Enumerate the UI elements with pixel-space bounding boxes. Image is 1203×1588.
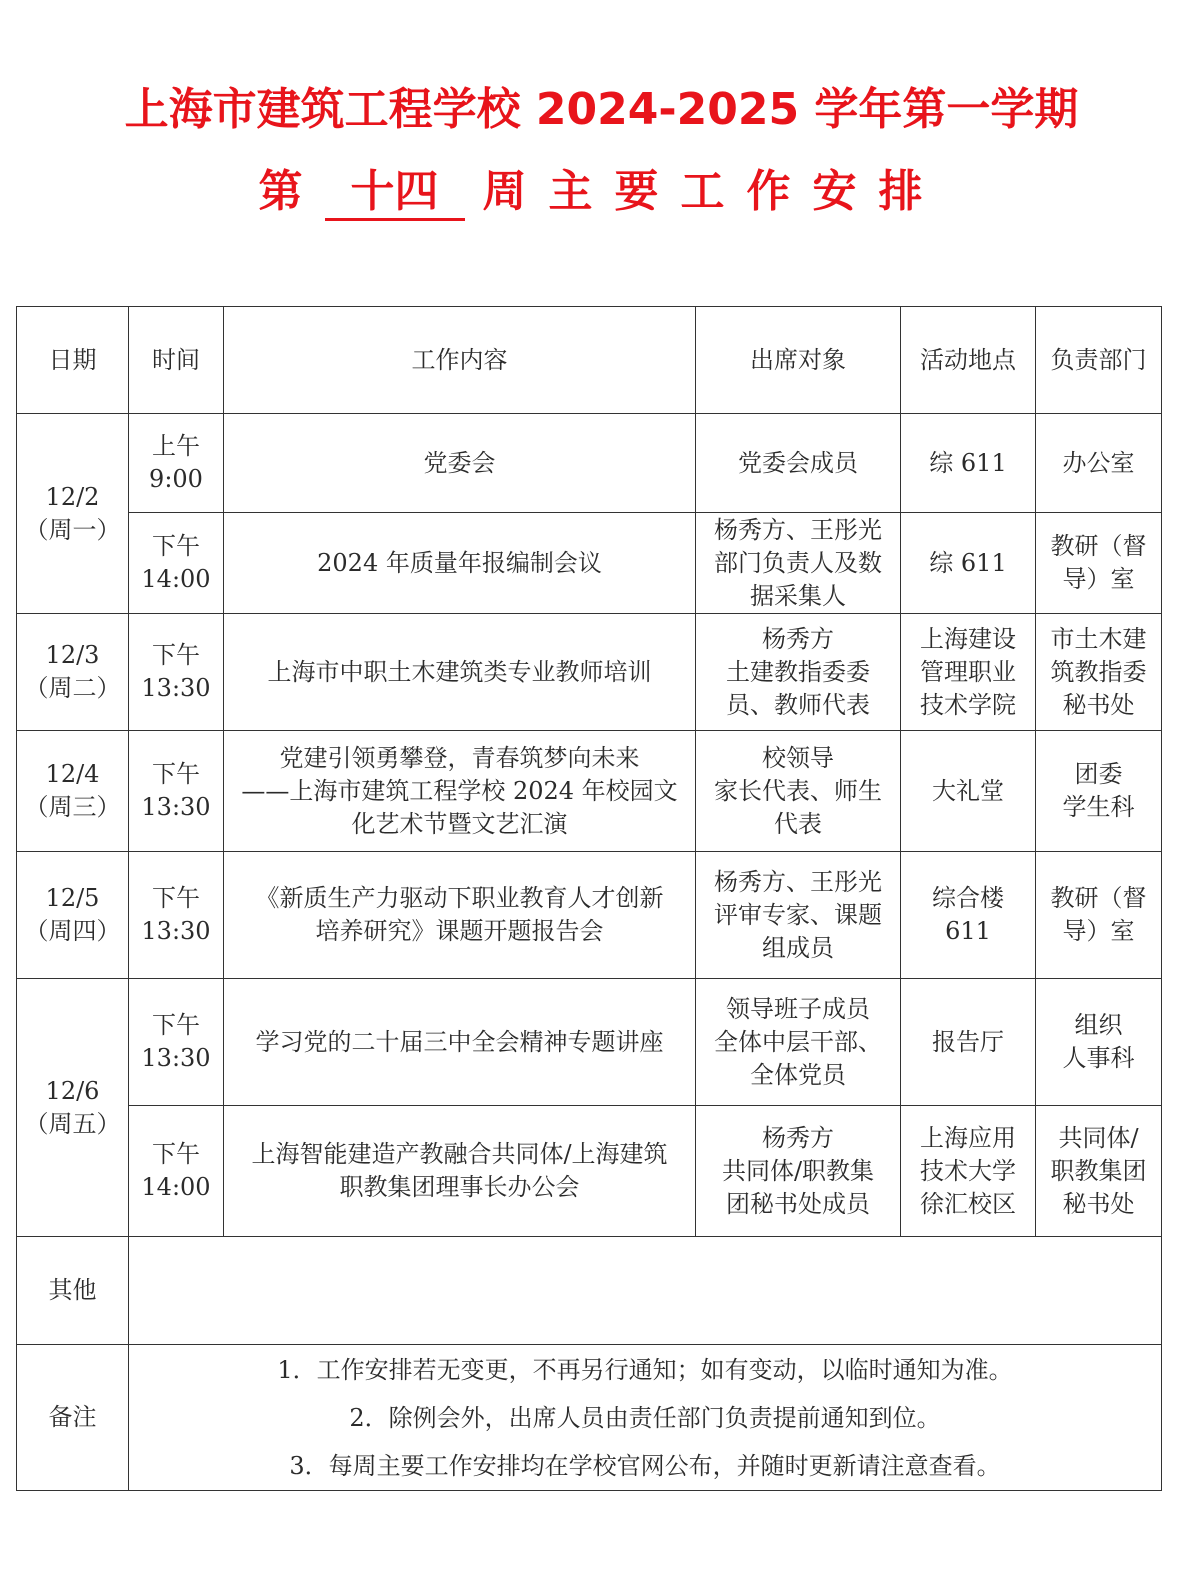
attendees-line: 团秘书处成员	[726, 1189, 870, 1218]
location-line: 报告厅	[932, 1027, 1004, 1056]
time-period: 下午	[152, 532, 200, 560]
date-cell	[17, 731, 129, 852]
table-row	[17, 852, 1162, 979]
attendees-line: 全体中层干部、	[714, 1027, 882, 1056]
date: 12/6	[45, 1076, 100, 1105]
attendees-line: 组成员	[762, 933, 834, 962]
content-cell	[224, 852, 696, 979]
time-clock: 14:00	[141, 1173, 211, 1201]
time-cell	[129, 731, 224, 852]
col-header-department: 负责部门	[1036, 307, 1162, 414]
department-cell	[1036, 852, 1162, 979]
attendees-cell	[696, 852, 901, 979]
time-period: 下午	[152, 1011, 200, 1039]
attendees-line: 员、教师代表	[726, 690, 870, 719]
weekday: （周二）	[24, 674, 121, 702]
attendees-line: 杨秀方	[762, 624, 834, 653]
time-cell	[129, 1106, 224, 1237]
time-cell	[129, 852, 224, 979]
date: 12/4	[45, 760, 100, 788]
notes-row	[17, 1345, 1162, 1491]
other-content	[129, 1237, 1162, 1345]
table-row	[17, 414, 1162, 513]
department-line: 学生科	[1062, 793, 1135, 821]
attendees-cell	[696, 614, 901, 731]
time-cell	[129, 513, 224, 614]
location-line: 管理职业	[920, 657, 1016, 686]
department-cell	[1036, 731, 1162, 852]
time-clock: 13:30	[141, 674, 211, 702]
time-period: 下午	[152, 641, 200, 669]
department-cell	[1036, 1106, 1162, 1237]
location-line: 上海建设	[920, 624, 1016, 653]
time-cell	[129, 414, 224, 513]
table-row	[17, 1106, 1162, 1237]
location-cell	[901, 513, 1036, 614]
department-line: 秘书处	[1062, 690, 1135, 719]
content-cell	[224, 513, 696, 614]
content-line: 2024 年质量年报编制会议	[317, 548, 602, 577]
content-line: 职教集团理事长办公会	[339, 1173, 580, 1201]
time-clock: 9:00	[149, 465, 203, 493]
location-cell	[901, 979, 1036, 1106]
location-line: 技术学院	[920, 690, 1016, 719]
department-line: 团委	[1074, 760, 1123, 788]
department-cell	[1036, 614, 1162, 731]
date-cell	[17, 852, 129, 979]
other-row	[17, 1237, 1162, 1345]
content-line: ——上海市建筑工程学校 2024 年校园文	[241, 776, 678, 805]
time-clock: 13:30	[141, 793, 211, 821]
note-item: 2．除例会外，出席人员由责任部门负责提前通知到位。	[349, 1403, 941, 1432]
time-clock: 13:30	[141, 1044, 211, 1072]
location-cell	[901, 731, 1036, 852]
department-line: 教研（督	[1050, 884, 1147, 912]
attendees-line: 校领导	[762, 743, 834, 772]
location-line: 大礼堂	[932, 776, 1004, 805]
department-line: 组织	[1074, 1011, 1123, 1039]
location-line: 611	[945, 917, 991, 945]
page-title-line1: 上海市建筑工程学校 2024-2025 学年第一学期	[124, 84, 1079, 135]
department-line: 秘书处	[1062, 1189, 1135, 1218]
attendees-line: 杨秀方	[762, 1123, 834, 1152]
content-cell	[224, 614, 696, 731]
location-line: 上海应用	[920, 1123, 1016, 1152]
col-header-date: 日期	[17, 307, 129, 414]
location-line: 技术大学	[920, 1156, 1016, 1185]
week-number: 十四	[325, 166, 465, 221]
date-cell	[17, 414, 129, 614]
department-line: 市土木建	[1050, 624, 1147, 653]
department-line: 办公室	[1062, 448, 1135, 477]
title-prefix: 第	[258, 166, 303, 217]
location-cell	[901, 414, 1036, 513]
department-line: 筑教指委	[1050, 657, 1147, 686]
content-line: 《新质生产力驱动下职业教育人才创新	[255, 884, 664, 912]
location-line: 综 611	[929, 548, 1007, 577]
attendees-line: 代表	[774, 809, 822, 838]
col-header-content: 工作内容	[224, 307, 696, 414]
col-header-time: 时间	[129, 307, 224, 414]
location-line: 综合楼	[932, 884, 1004, 912]
content-line: 化艺术节暨文艺汇演	[351, 809, 568, 838]
page-title-line2	[0, 160, 1203, 224]
weekday: （周五）	[24, 1109, 121, 1138]
title-suffix: 周主要工作安排	[482, 166, 945, 217]
notes-content	[129, 1345, 1162, 1491]
content-cell	[224, 414, 696, 513]
department-line: 导）室	[1062, 917, 1135, 945]
location-cell	[901, 852, 1036, 979]
attendees-line: 据采集人	[750, 581, 846, 610]
content-line: 党委会	[423, 448, 496, 477]
content-line: 党建引领勇攀登，青春筑梦向未来	[279, 743, 640, 772]
time-clock: 14:00	[141, 565, 211, 593]
content-line: 学习党的二十届三中全会精神专题讲座	[255, 1027, 664, 1056]
table-row	[17, 513, 1162, 614]
attendees-line: 全体党员	[750, 1060, 846, 1089]
note-item: 1．工作安排若无变更，不再另行通知；如有变动，以临时通知为准。	[277, 1355, 1013, 1384]
content-cell	[224, 1106, 696, 1237]
content-cell	[224, 731, 696, 852]
table-row	[17, 614, 1162, 731]
location-cell	[901, 614, 1036, 731]
location-line: 综 611	[929, 448, 1007, 477]
date-cell	[17, 979, 129, 1237]
attendees-line: 土建教指委委	[726, 657, 870, 686]
date-cell	[17, 614, 129, 731]
time-period: 下午	[152, 760, 200, 788]
content-line: 培养研究》课题开题报告会	[315, 917, 604, 945]
weekday: （周三）	[24, 793, 121, 821]
col-header-attendees: 出席对象	[696, 307, 901, 414]
other-label: 其他	[17, 1237, 129, 1345]
date: 12/2	[45, 482, 100, 511]
date: 12/3	[45, 641, 100, 669]
weekday: （周四）	[24, 917, 121, 945]
weekday: （周一）	[24, 515, 121, 544]
attendees-line: 杨秀方、王彤光	[714, 515, 882, 544]
attendees-line: 杨秀方、王彤光	[714, 867, 882, 896]
note-item: 3．每周主要工作安排均在学校官网公布，并随时更新请注意查看。	[289, 1451, 1001, 1480]
department-cell	[1036, 414, 1162, 513]
time-cell	[129, 979, 224, 1106]
time-clock: 13:30	[141, 917, 211, 945]
content-cell	[224, 979, 696, 1106]
time-period: 下午	[152, 1140, 200, 1168]
location-line: 徐汇校区	[920, 1189, 1016, 1218]
attendees-line: 领导班子成员	[726, 994, 870, 1023]
location-cell	[901, 1106, 1036, 1237]
attendees-cell	[696, 513, 901, 614]
department-cell	[1036, 513, 1162, 614]
col-header-location: 活动地点	[901, 307, 1036, 414]
attendees-line: 共同体/职教集	[721, 1156, 875, 1185]
time-period: 下午	[152, 884, 200, 912]
date: 12/5	[45, 884, 100, 912]
table-row	[17, 731, 1162, 852]
department-line: 职教集团	[1050, 1156, 1147, 1185]
schedule-table	[16, 306, 1162, 1491]
attendees-line: 评审专家、课题	[714, 900, 882, 929]
notes-label: 备注	[17, 1345, 129, 1491]
attendees-cell	[696, 979, 901, 1106]
header-row	[17, 307, 1162, 414]
time-cell	[129, 614, 224, 731]
department-line: 人事科	[1062, 1044, 1135, 1072]
attendees-line: 党委会成员	[738, 448, 858, 477]
attendees-cell	[696, 1106, 901, 1237]
table-row	[17, 979, 1162, 1106]
department-cell	[1036, 979, 1162, 1106]
department-line: 教研（督	[1050, 532, 1147, 560]
time-period: 上午	[152, 432, 200, 460]
attendees-line: 部门负责人及数	[714, 548, 882, 577]
attendees-cell	[696, 414, 901, 513]
content-line: 上海智能建造产教融合共同体/上海建筑	[251, 1140, 668, 1168]
department-line: 共同体/	[1058, 1123, 1139, 1152]
content-line: 上海市中职土木建筑类专业教师培训	[267, 657, 652, 686]
attendees-cell	[696, 731, 901, 852]
attendees-line: 家长代表、师生	[714, 776, 882, 805]
department-line: 导）室	[1062, 565, 1135, 593]
